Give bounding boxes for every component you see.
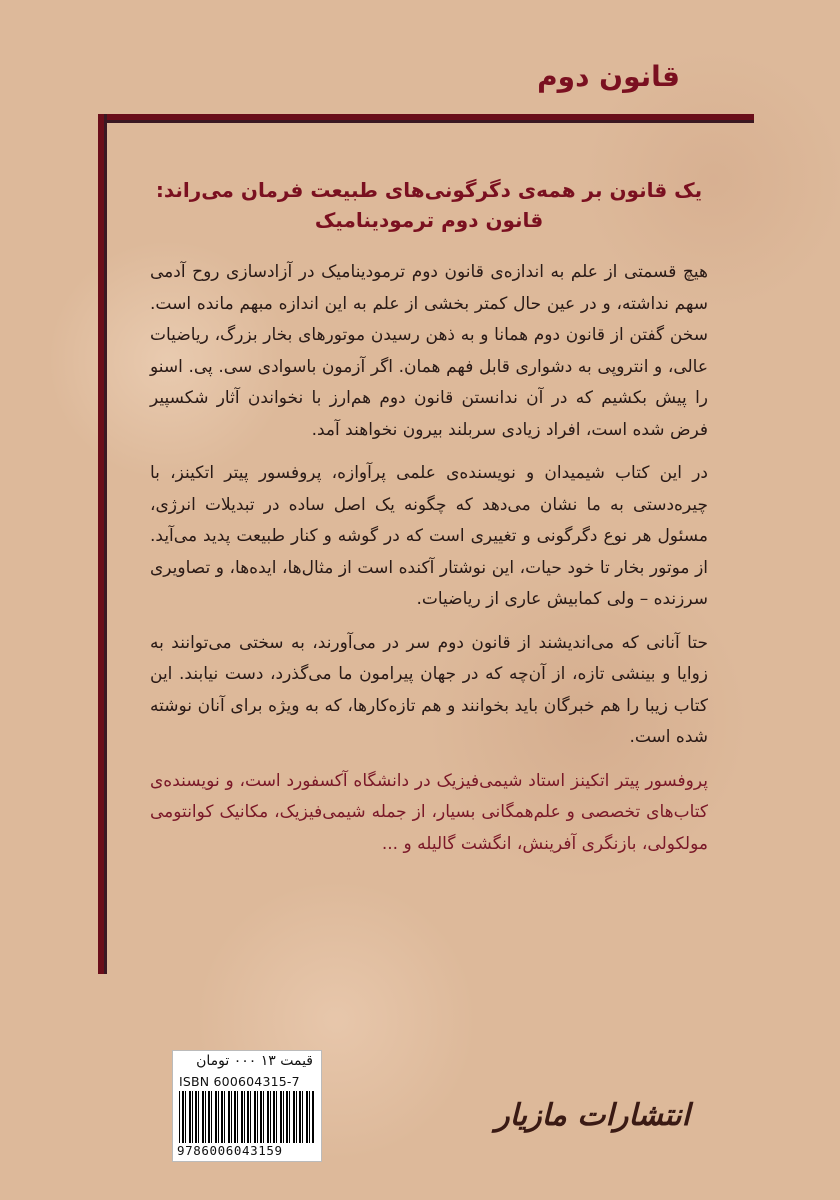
paragraph-readers: حتا آنانی که می‌اندیشند از قانون دوم سر در می‌آورند، به سختی می‌توانند به زوایا و بینشی تازه، از آن‌چه که در جهان پیرامون ما می‌گذرد، دست نیابند. این کتاب زیبا را هم خبرگان باید بخوانند و هم تازه‌کارها، که به ویژه برای آنان نوشته شده است. (150, 632, 708, 747)
barcode-number: 9786006043159 (177, 1143, 283, 1158)
paragraph-author: پروفسور پیتر اتکینز استاد شیمی‌فیزیک در دانشگاه آکسفورد است، و نویسنده‌ی کتاب‌های تخصصی و علم‌همگانی بسیار، از جمله شیمی‌فیزیک، مکانیک کوانتومی مولکولی، بازنگری آفرینش، انگشت گالیله و ... (150, 770, 708, 854)
headline-line-1: یک قانون بر همه‌ی دگرگونی‌های طبیعت فرمان می‌راند: (155, 178, 703, 202)
frame-top-border (98, 114, 754, 123)
barcode-label (172, 1050, 322, 1162)
price-label: قیمت ۱۳ ۰۰۰ تومان (196, 1053, 313, 1069)
frame-left-border (98, 114, 107, 974)
headline-line-2: قانون دوم ترمودینامیک (314, 208, 544, 232)
isbn-label: ISBN 600604315-7 (179, 1074, 300, 1089)
publisher-logo: انتشارات مازیار (495, 1098, 690, 1133)
paragraph-book: در این کتاب شیمیدان و نویسنده‌ی علمی پرآوازه، پروفسور پیتر اتکینز، با چیره‌دستی به ما نشان می‌دهد که چگونه یک اصل ساده در تبدیلات انرژی، مسئول هر نوع دگرگونی و تغییری است که در گوشه و کنار طبیعت پدید می‌آید. از موتور بخار تا خود حیات، این نوشتار آکنده است از مثال‌ها، ایده‌ها، و تصاویری سرزنده – ولی کمابیش عاری از ریاضیات. (150, 463, 708, 609)
series-title: قانون دوم (537, 60, 680, 93)
barcode-bars (179, 1091, 315, 1143)
headline (150, 175, 708, 235)
back-cover-content (150, 175, 708, 872)
paragraph-intro: هیچ قسمتی از علم به اندازه‌ی قانون دوم ترمودینامیک در آزادسازی روح آدمی سهم نداشته، و در عین حال کمتر بخشی از علم به این اندازه مبهم مانده است. سخن گفتن از قانون دوم همانا و به ذهن رسیدن موتورهای بخار بزرگ، ریاضیات عالی، و انتروپی به دشواری قابل فهم همان. اگر آزمون باسوادی سی. پی. اسنو را پیش بکشیم که در آن ندانستن قانون دوم هم‌ارز با نخواندن آثار شکسپیر فرض شده است، افراد زیادی سربلند بیرون نخواهند آمد. (150, 262, 708, 440)
